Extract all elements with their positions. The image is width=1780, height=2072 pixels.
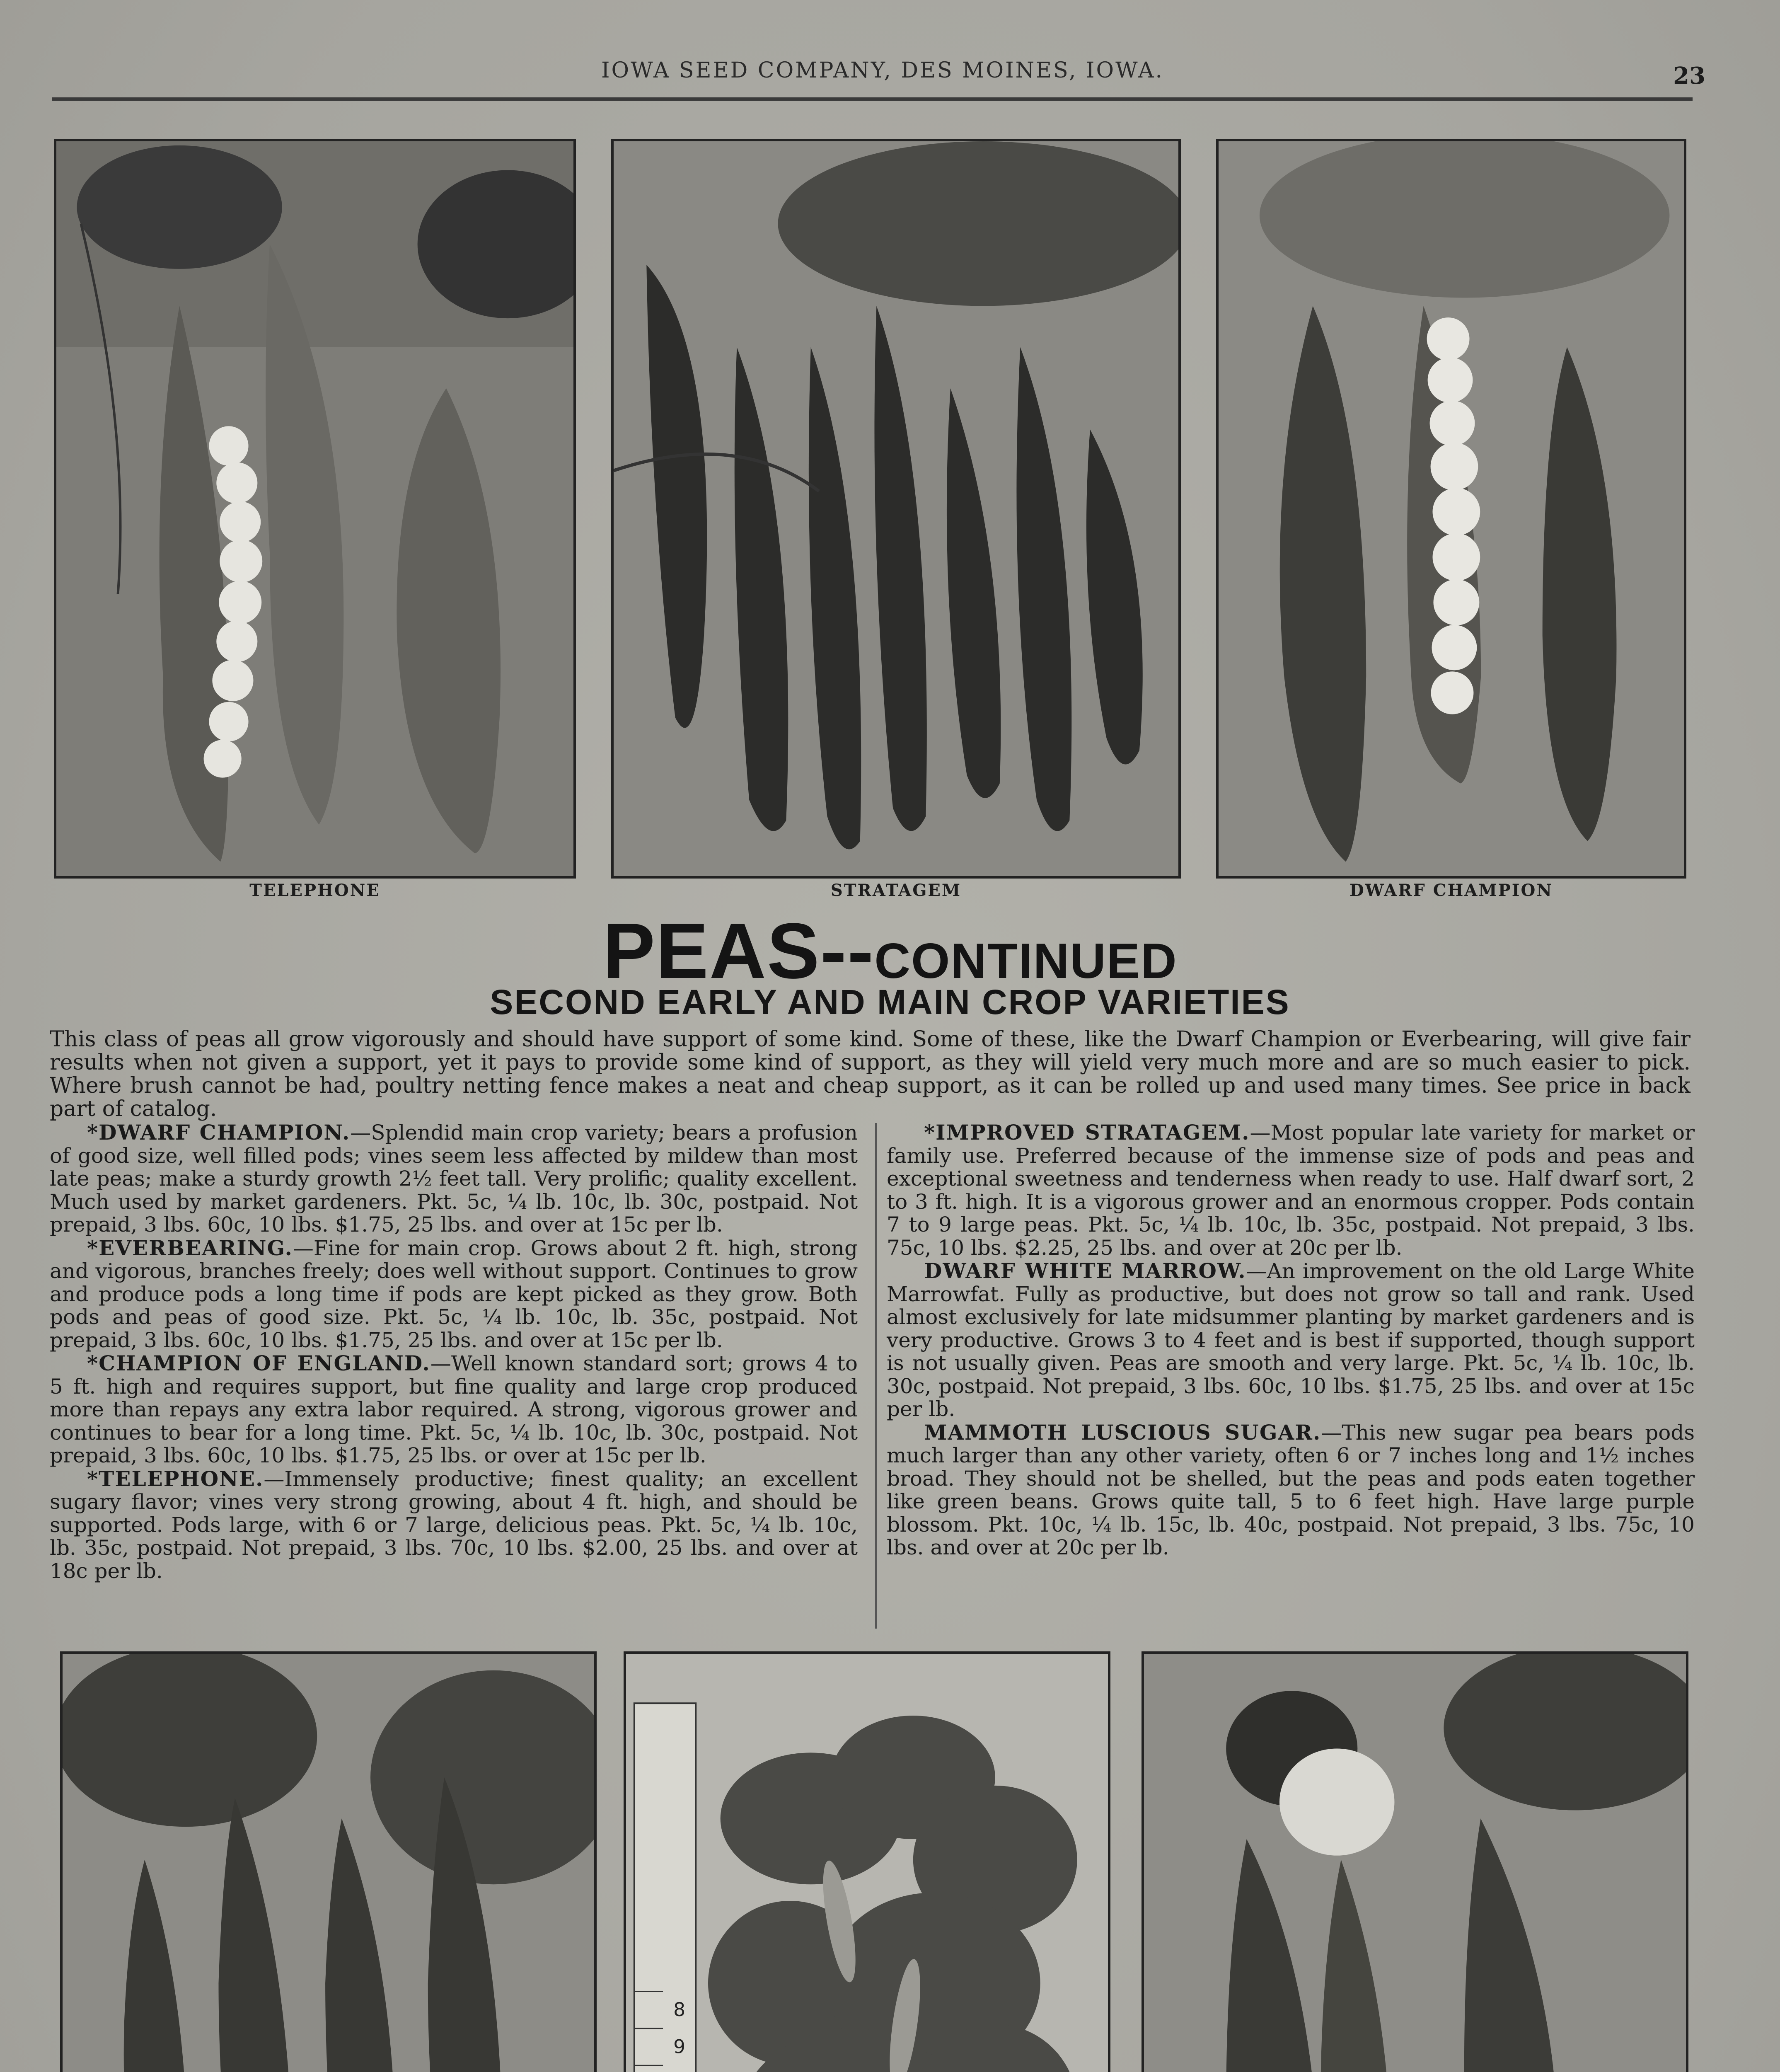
photo-dwarf-white-marrow — [1142, 1651, 1688, 2072]
variety-entry: MAMMOTH LUSCIOUS SUGAR.—This new sugar pea bears pods much larger than any other variety, often 6 or 7 inches long and 1½ inches broad. They should not be shelled, but the peas and pods eaten together like green beans. Grows quite tall, 5 to 6 feet high. Have large purple blossom. Pkt. 10c, ¼ lb. 15c, lb. 40c, postpaid. Not prepaid, 3 lbs. 75c, 10 lbs. and over at 20c per lb. — [887, 1420, 1695, 1559]
column-divider — [875, 1123, 877, 1629]
caption-stratagem: STRATAGEM — [830, 881, 962, 900]
section-subtitle: SECOND EARLY AND MAIN CROP VARIETIES — [490, 983, 1290, 1021]
variety-entry: *CHAMPION OF ENGLAND.—Well known standard sort; grows 4 to 5 ft. high and requires support, but fine quality and large crop produced more than repays any extra labor required. A strong, vigorous grower and continues to bear for a long time. Pkt. 5c, ¼ lb. 10c, lb. 30c, postpaid. Not prepaid, 3 lbs. 60c, 10 lbs. $1.75, 25 lbs. or over at 15c per lb. — [50, 1351, 858, 1467]
variety-entry: *EVERBEARING.—Fine for main crop. Grows about 2 ft. high, strong and vigorous, branches freely; does well without support. Continues to grow and produce pods a long time if pods are kept picked as they grow. Both pods and peas of good size. Pkt. 5c, ¼ lb. 10c, lb. 35c, postpaid. Not prepaid, 3 lbs. 60c, 10 lbs. $1.75, 25 lbs. and over at 15c per lb. — [50, 1235, 858, 1352]
photo-dwarf-champion — [1216, 139, 1686, 879]
variety-entry: *TELEPHONE.—Immensely productive; finest quality; an excellent sugary flavor; vines very strong growing, about 4 ft. high, and should be supported. Pods large, with 6 or 7 large, delicious peas. Pkt. 5c, ¼ lb. 10c, lb. 35c, postpaid. Not prepaid, 3 lbs. 70c, 10 lbs. $2.00, 25 lbs. and over at 18c per lb. — [50, 1466, 858, 1583]
left-column — [50, 1121, 858, 1583]
section-title — [0, 907, 1780, 995]
photo-everbearing — [624, 1651, 1110, 2072]
photo-champion-of-england — [60, 1651, 597, 2072]
right-column — [887, 1121, 1695, 1559]
title-continued: CONTINUED — [874, 933, 1178, 989]
caption-telephone: TELEPHONE — [249, 881, 380, 900]
photo-telephone — [54, 139, 576, 879]
photo-stratagem — [611, 139, 1181, 879]
title-main: PEAS-- — [602, 907, 875, 995]
ruler-mark: 9 — [673, 2036, 686, 2058]
header-rule — [52, 97, 1693, 101]
page-header: IOWA SEED COMPANY, DES MOINES, IOWA. — [601, 58, 1164, 83]
variety-entry: DWARF WHITE MARROW.—An improvement on the old Large White Marrowfat. Fully as productive, but does not grow so tall and rank. Used almost exclusively for late midsummer planting by market gardeners and is very productive. Grows 3 to 4 feet and is best if supported, though support is not usually given. Peas are smooth and very large. Pkt. 5c, ¼ lb. 10c, lb. 30c, postpaid. Not prepaid, 3 lbs. 60c, 10 lbs. $1.75, 25 lbs. and over at 15c per lb. — [887, 1259, 1695, 1421]
variety-entry: *IMPROVED STRATAGEM.—Most popular late variety for market or family use. Preferred because of the immense size of pods and peas and exceptional sweetness and tenderness when ready to use. Half dwarf sort, 2 to 3 ft. high. It is a vigorous grower and an enormous cropper. Pods contain 7 to 9 large peas. Pkt. 5c, ¼ lb. 10c, lb. 35c, postpaid. Not prepaid, 3 lbs. 75c, 10 lbs. $2.25, 25 lbs. and over at 20c per lb. — [887, 1120, 1695, 1260]
page-number: 23 — [1673, 62, 1705, 90]
variety-entry: *DWARF CHAMPION.—Splendid main crop variety; bears a profusion of good size, well filled pods; vines seem less affected by mildew than most late peas; make a sturdy growth 2½ feet tall. Very prolific; quality excellent. Much used by market gardeners. Pkt. 5c, ¼ lb. 10c, lb. 30c, postpaid. Not prepaid, 3 lbs. 60c, 10 lbs. $1.75, 25 lbs. and over at 15c per lb. — [50, 1120, 858, 1237]
section-intro: This class of peas all grow vigorously and should have support of some kind. Some of these, like the Dwarf Champion or Everbearing, will give fair results when not given a support, yet it pays to provide some kind of support, as they will yield very much more and are so much easier to pick. Where brush cannot be had, poultry netting fence makes a neat and cheap support, as it can be rolled up and used many times. See price in back part of catalog. — [50, 1027, 1691, 1121]
caption-dwarf-champion: DWARF CHAMPION — [1350, 881, 1553, 900]
ruler-mark: 8 — [673, 1998, 686, 2021]
